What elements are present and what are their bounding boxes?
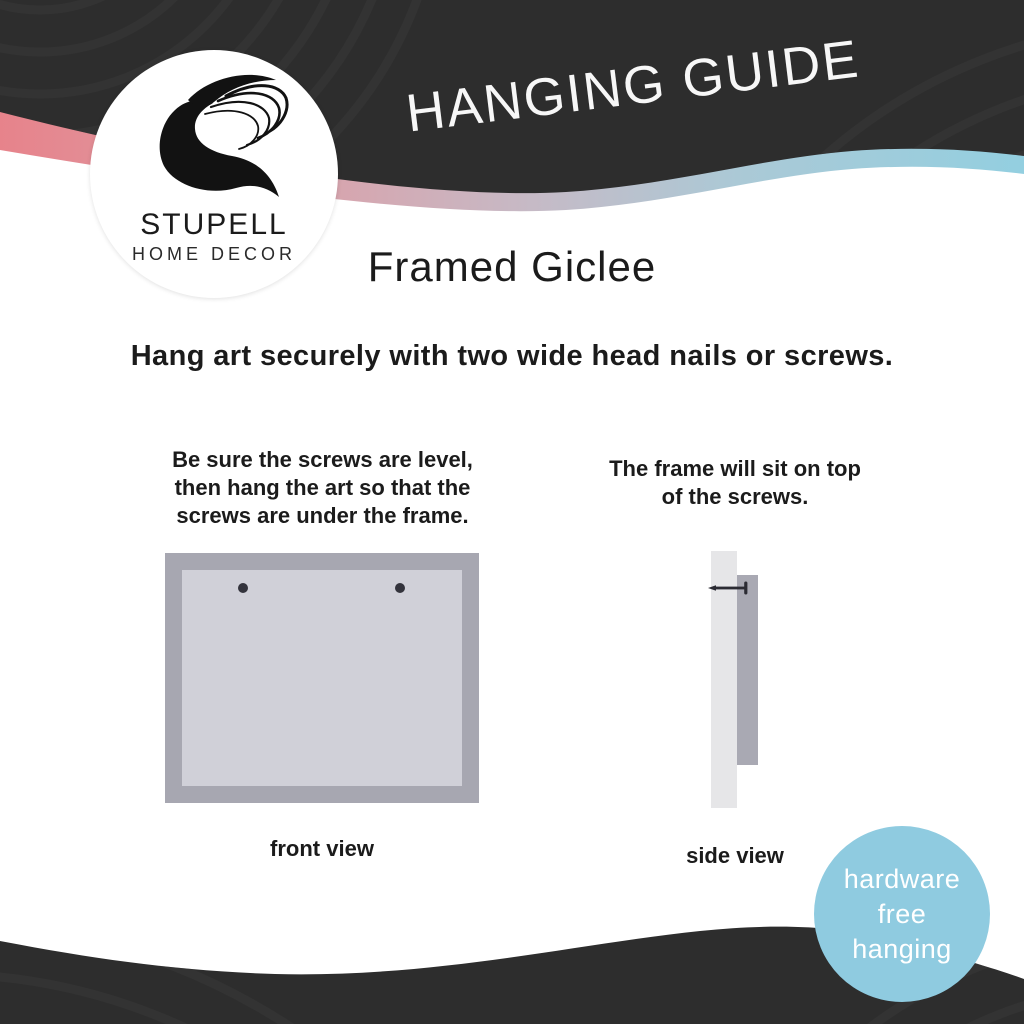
main-instruction-text: Hang art securely with two wide head nails or screws. <box>130 340 894 372</box>
front-caption-line-1: Be sure the screws are level, <box>172 447 473 472</box>
nail-icon <box>707 580 753 596</box>
stupell-s-swirl-icon <box>150 70 290 200</box>
product-type-title: Framed Giclee <box>367 243 657 290</box>
screw-dot-right <box>395 583 405 593</box>
front-view-label: front view <box>270 836 374 861</box>
front-caption-line-3: screws are under the frame. <box>176 503 469 528</box>
side-view-label: side view <box>686 843 784 868</box>
brand-logo-circle <box>90 50 338 298</box>
badge-line-3: hanging <box>852 933 952 964</box>
front-caption-line-2: then hang the art so that the <box>174 475 471 500</box>
screw-dot-left <box>238 583 248 593</box>
side-view-frame-bar <box>736 575 758 765</box>
side-caption-line-1: The frame will sit on top <box>609 456 861 481</box>
front-view-caption <box>130 446 515 530</box>
side-caption-line-2: of the screws. <box>661 484 809 509</box>
brand-name: STUPELL <box>140 208 288 241</box>
hardware-free-badge <box>814 826 990 1002</box>
badge-line-2: free <box>877 898 927 929</box>
side-view-caption <box>585 455 885 511</box>
front-view-frame-diagram <box>165 553 479 803</box>
page-title: HANGING GUIDE <box>403 29 863 144</box>
front-view-frame-panel <box>182 570 462 786</box>
brand-subtitle: HOME DECOR <box>131 244 296 264</box>
badge-line-1: hardware <box>843 863 961 894</box>
